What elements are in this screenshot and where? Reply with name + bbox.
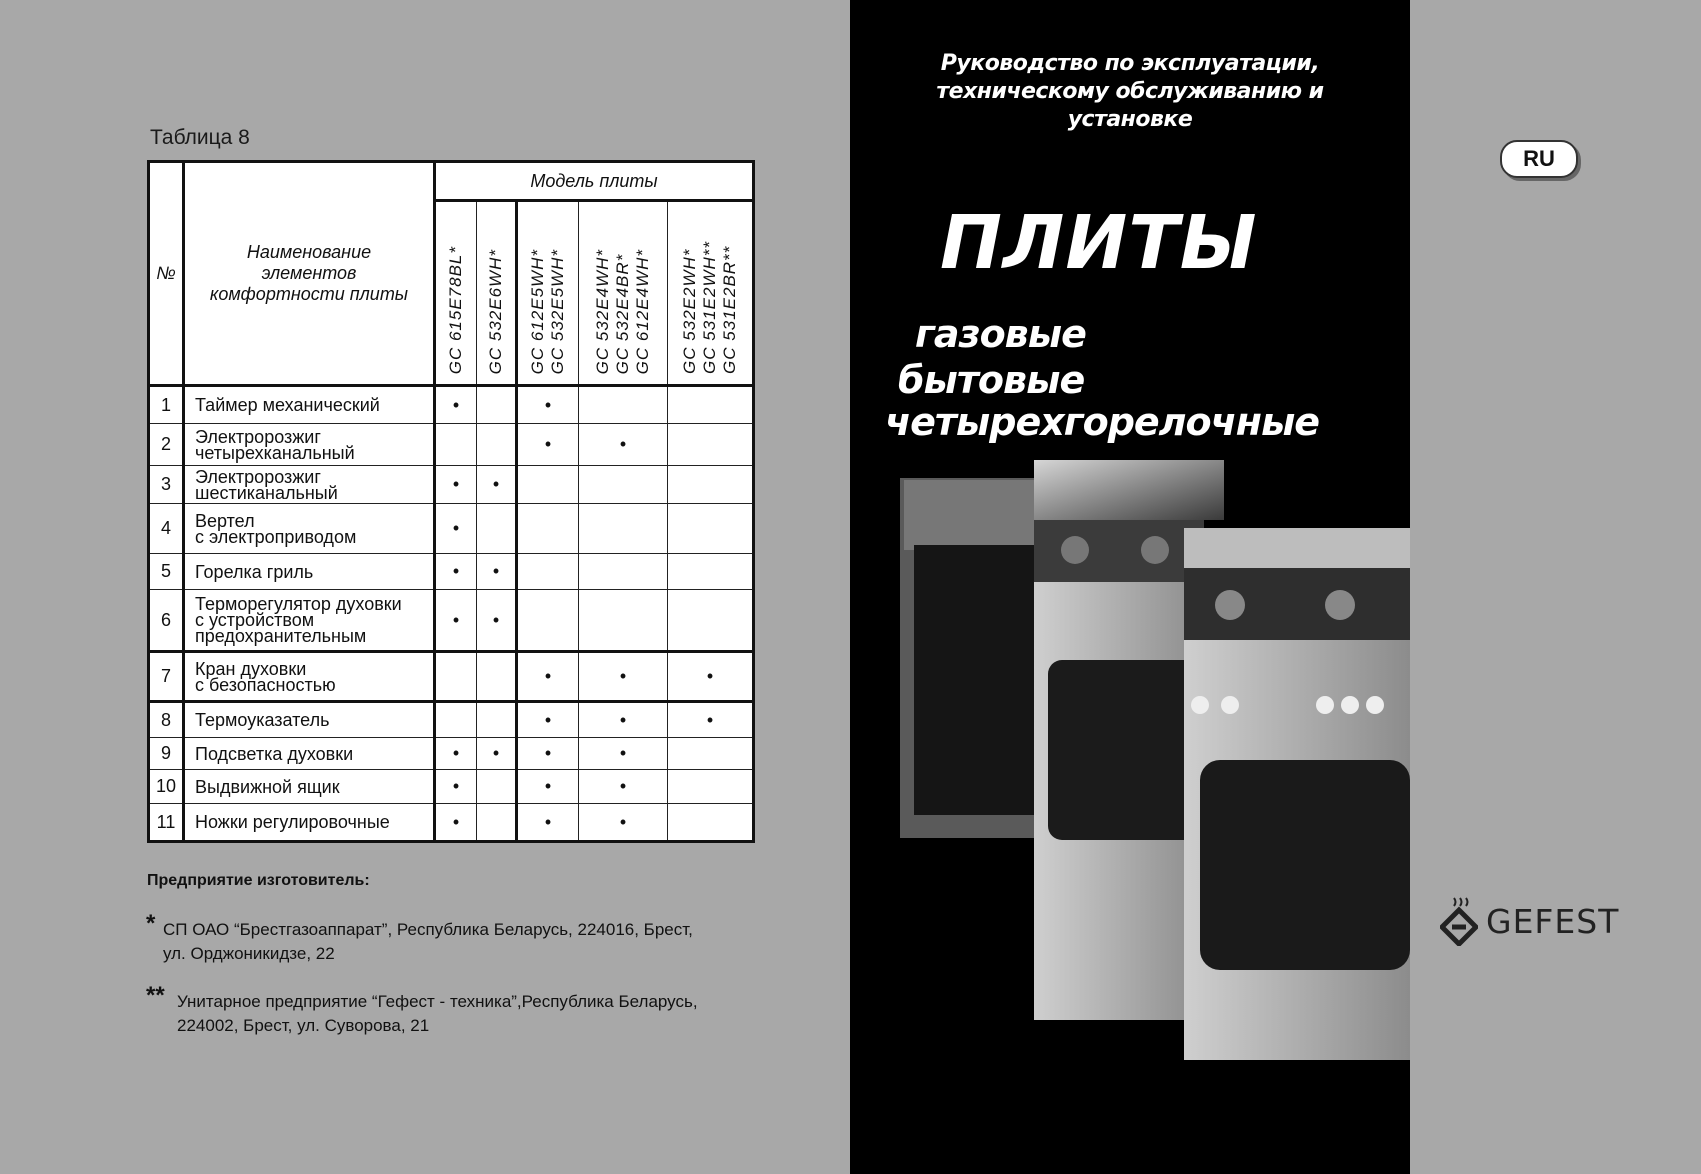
empty-cell <box>435 424 477 466</box>
row-name-line: Электророзжиг <box>195 466 321 487</box>
comfort-elements-table <box>147 160 755 843</box>
cover-subtitle-1: газовые <box>915 312 1086 356</box>
row-number: 5 <box>149 554 184 590</box>
empty-cell <box>435 702 477 738</box>
feature-dot: • <box>435 770 477 804</box>
table-row <box>149 804 754 842</box>
cover-subtitle-2: бытовые <box>898 358 1085 402</box>
empty-cell <box>435 652 477 702</box>
row-name-line: Выдвижной ящик <box>195 776 340 797</box>
table-row <box>149 738 754 770</box>
feature-dot: • <box>517 738 579 770</box>
feature-dot: • <box>517 770 579 804</box>
empty-cell <box>668 804 754 842</box>
row-element-name <box>184 652 435 702</box>
empty-cell <box>579 590 668 652</box>
feature-dot: • <box>435 466 477 504</box>
empty-cell <box>668 386 754 424</box>
row-name-line: Горелка гриль <box>195 561 314 582</box>
table-row <box>149 504 754 554</box>
row-name-line: с безопасностью <box>195 674 336 695</box>
cover-page <box>850 0 1410 1174</box>
brand-name: GEFEST <box>1486 901 1620 941</box>
row-element-name <box>184 424 435 466</box>
feature-dot: • <box>579 702 668 738</box>
table-row <box>149 770 754 804</box>
stove-front-backsplash <box>1184 528 1410 568</box>
row-name-line: Ножки регулировочные <box>195 812 390 832</box>
model-label: GC 531E2BR** <box>720 245 739 374</box>
empty-cell <box>477 770 517 804</box>
empty-cell <box>668 424 754 466</box>
row-element-name <box>184 590 435 652</box>
row-element-name <box>184 804 435 842</box>
row-number: 4 <box>149 504 184 554</box>
row-name-line: четырехканальный <box>195 442 355 463</box>
cover-main-title: ПЛИТЫ <box>940 200 1258 286</box>
feature-dot: • <box>517 386 579 424</box>
table-row <box>149 554 754 590</box>
feature-dot: • <box>668 652 754 702</box>
brand-logo <box>1440 896 1619 946</box>
row-name-line: с электроприводом <box>195 526 357 547</box>
producer-title: Предприятие изготовитель: <box>147 872 370 889</box>
model-header-2 <box>477 201 517 386</box>
feature-dot: • <box>477 554 517 590</box>
cover-subtitle-3: четырехгорелочные <box>885 400 1320 444</box>
model-header-4 <box>579 201 668 386</box>
feature-dot: • <box>579 738 668 770</box>
producer-note-1: * СП ОАО “Брестгазоаппарат”, Республика Беларусь, 224016, Брест, ул. Орджоникидзе, 22 <box>146 910 693 963</box>
feature-dot: • <box>517 424 579 466</box>
feature-dot: • <box>517 652 579 702</box>
feature-dot: • <box>668 702 754 738</box>
row-name-line: Электророзжиг <box>195 426 321 447</box>
table-caption: Таблица 8 <box>150 126 250 149</box>
note-2-mark: ** <box>146 982 165 1009</box>
row-name-line: Термоуказатель <box>195 710 330 730</box>
row-element-name <box>184 466 435 504</box>
feature-dot: • <box>435 590 477 652</box>
feature-dot: • <box>579 652 668 702</box>
row-name-line: Подсветка духовки <box>195 743 354 764</box>
model-label: GC 532E4WH* <box>593 248 612 374</box>
row-number: 6 <box>149 590 184 652</box>
model-label: GC 615E78BL* <box>446 245 465 374</box>
model-label: GC 532E5WH* <box>548 248 567 374</box>
empty-cell <box>668 466 754 504</box>
model-label: GC 612E4WH* <box>633 248 652 374</box>
row-number: 7 <box>149 652 184 702</box>
row-name-line: с устройством <box>195 610 315 630</box>
model-label: GC 532E6WH* <box>486 248 505 374</box>
model-label: GC 532E2WH* <box>680 248 699 374</box>
empty-cell <box>477 804 517 842</box>
row-number: 2 <box>149 424 184 466</box>
table-row <box>149 386 754 424</box>
row-element-name <box>184 702 435 738</box>
table-row <box>149 702 754 738</box>
feature-dot: • <box>435 738 477 770</box>
model-header-1 <box>435 201 477 386</box>
row-element-name <box>184 554 435 590</box>
row-number: 3 <box>149 466 184 504</box>
stove-backsplash <box>1034 460 1224 520</box>
feature-dot: • <box>517 702 579 738</box>
empty-cell <box>517 466 579 504</box>
feature-dot: • <box>579 770 668 804</box>
feature-dot: • <box>579 424 668 466</box>
empty-cell <box>579 504 668 554</box>
header-model: Модель плиты <box>435 162 754 201</box>
empty-cell <box>477 504 517 554</box>
feature-dot: • <box>435 804 477 842</box>
producer-note-2: ** Унитарное предприятие “Гефест - техника”,Республика Беларусь, 224002, Брест, ул. Суворова, 21 <box>146 982 698 1035</box>
language-badge: RU <box>1500 140 1578 178</box>
cover-title: Руководство по эксплуатации, техническому обслуживанию и установке <box>936 51 1324 132</box>
feature-dot: • <box>579 804 668 842</box>
row-element-name <box>184 504 435 554</box>
table-row <box>149 424 754 466</box>
gefest-logo-icon <box>1440 896 1478 946</box>
stoves-illustration <box>900 460 1410 1060</box>
table-row <box>149 590 754 652</box>
feature-dot: • <box>435 386 477 424</box>
row-name-line: Кран духовки <box>195 658 307 679</box>
row-element-name <box>184 770 435 804</box>
empty-cell <box>517 590 579 652</box>
empty-cell <box>477 702 517 738</box>
empty-cell <box>579 554 668 590</box>
model-label: GC 531E2WH** <box>700 241 719 374</box>
feature-dot: • <box>435 504 477 554</box>
header-number: № <box>149 162 184 386</box>
row-number: 11 <box>149 804 184 842</box>
feature-dot: • <box>477 466 517 504</box>
empty-cell <box>517 504 579 554</box>
row-element-name <box>184 386 435 424</box>
feature-dot: • <box>477 590 517 652</box>
feature-dot: • <box>517 804 579 842</box>
note-1-mark: * <box>146 910 156 937</box>
empty-cell <box>477 652 517 702</box>
row-number: 9 <box>149 738 184 770</box>
empty-cell <box>517 554 579 590</box>
row-name-line: Терморегулятор духовки <box>195 594 402 614</box>
feature-dot: • <box>477 738 517 770</box>
model-label: GC 612E5WH* <box>528 248 547 374</box>
empty-cell <box>668 738 754 770</box>
row-name-line: шестиканальный <box>195 482 338 503</box>
empty-cell <box>668 590 754 652</box>
empty-cell <box>579 466 668 504</box>
row-number: 1 <box>149 386 184 424</box>
row-name-line: предохранительным <box>195 626 367 646</box>
row-number: 8 <box>149 702 184 738</box>
feature-dot: • <box>435 554 477 590</box>
empty-cell <box>477 386 517 424</box>
empty-cell <box>579 386 668 424</box>
empty-cell <box>477 424 517 466</box>
model-label: GC 532E4BR* <box>613 253 632 374</box>
row-name-line: Таймер механический <box>195 395 380 415</box>
empty-cell <box>668 770 754 804</box>
model-header-3 <box>517 201 579 386</box>
table-row <box>149 652 754 702</box>
empty-cell <box>668 504 754 554</box>
row-number: 10 <box>149 770 184 804</box>
row-name-line: Вертел <box>195 510 255 531</box>
model-header-5 <box>668 201 754 386</box>
header-element-name: Наименование элементов комфортности плиты <box>184 162 435 386</box>
table-row <box>149 466 754 504</box>
empty-cell <box>668 554 754 590</box>
row-element-name <box>184 738 435 770</box>
